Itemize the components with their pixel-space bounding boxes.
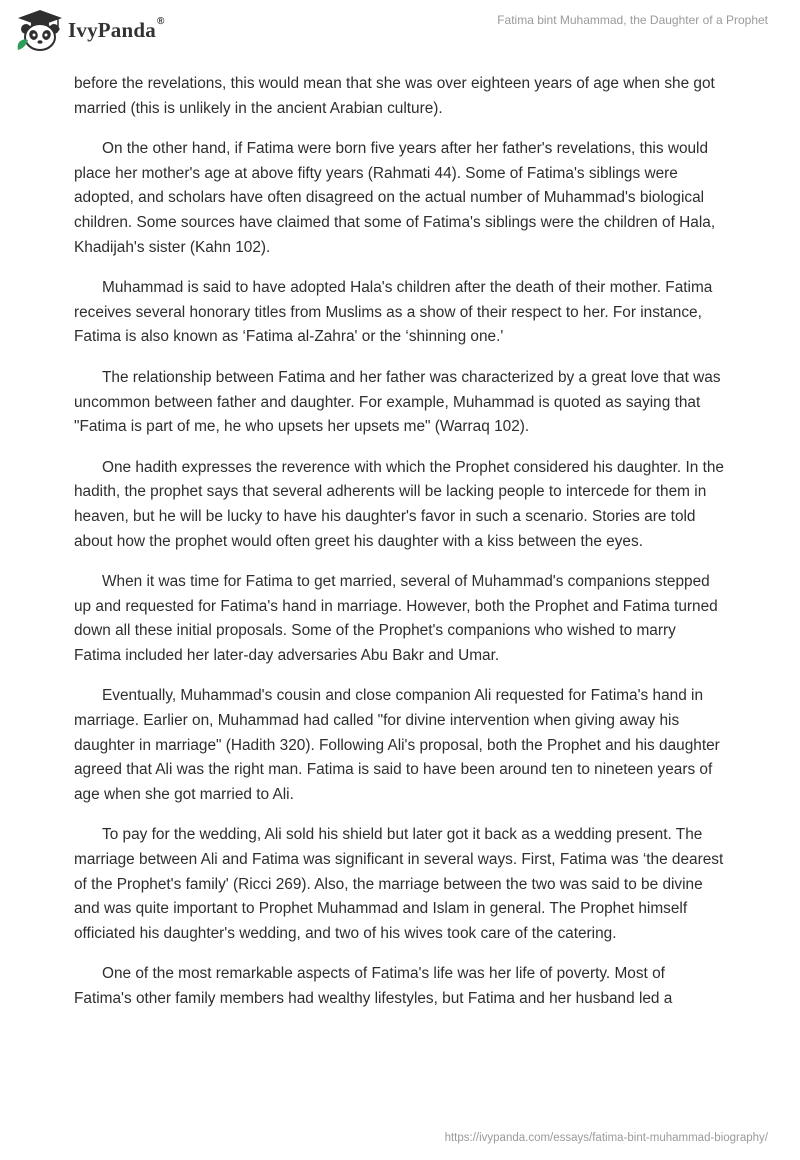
document-title: Fatima bint Muhammad, the Daughter of a Prophet	[497, 13, 768, 27]
panda-graduate-logo-icon	[14, 8, 66, 52]
paragraph: When it was time for Fatima to get married, several of Muhammad's companions stepped up and requested for Fatima's hand in marriage. However, both the Prophet and Fatima turned down all these initial proposals. Some of the Prophet's companions who wished to marry Fatima included her later-day adversaries Abu Bakr and Umar.	[74, 573, 718, 664]
paragraph: To pay for the wedding, Ali sold his shield but later got it back as a wedding present. The marriage between Ali and Fatima was significant in several ways. First, Fatima was ‘the dearest of the Prophet's family' (Ricci 269). Also, the marriage between the two was said to be divine and was quite important to Prophet Muhammad and Islam in general. The Prophet himself officiated his daughter's wedding, and two of his wives took care of the catering.	[74, 826, 724, 942]
paragraph: On the other hand, if Fatima were born five years after her father's revelations, this would place her mother's age at above fifty years (Rahmati 44). Some of Fatima's siblings were adopted, and scholars have often disagreed on the actual number of Muhammad's biological children. Some sources have claimed that some of Fatima's siblings were the children of Hala, Khadijah's sister (Kahn 102).	[74, 140, 716, 256]
ivypanda-logo[interactable]	[14, 8, 165, 52]
paragraph: before the revelations, this would mean that she was over eighteen years of age when she got married (this is unlikely in the ancient Arabian culture).	[74, 75, 715, 117]
essay-body	[74, 72, 726, 1028]
paragraph: One hadith expresses the reverence with which the Prophet considered his daughter. In the hadith, the prophet says that several adherents will be lacking people to intercede for them in heaven, but he will be lucky to have his daughter's favor in such a scenario. Stories are told about how the prophet would often greet his daughter with a kiss between the eyes.	[74, 458, 724, 550]
registered-mark: ®	[156, 15, 165, 27]
paragraph: One of the most remarkable aspects of Fatima's life was her life of poverty. Most of Fatima's other family members had wealthy lifestyles, but Fatima and her husband led a	[74, 965, 673, 1007]
brand-name: IvyPanda®	[68, 15, 165, 42]
page-header	[0, 0, 800, 60]
paragraph: The relationship between Fatima and her father was characterized by a great love that was uncommon between father and daughter. For example, Muhammad is quoted as saying that "Fatima is part of me, he who upsets her upsets me" (Warraq 102).	[74, 368, 721, 436]
paragraph: Eventually, Muhammad's cousin and close companion Ali requested for Fatima's hand in marriage. Earlier on, Muhammad had called "for divine intervention when giving away his daughter in marriage" (Hadith 320). Following Ali's proposal, both the Prophet and his daughter agreed that Ali was the right man. Fatima is said to have been around ten to nineteen years of age when she got married to Ali.	[74, 687, 720, 803]
source-url[interactable]: https://ivypanda.com/essays/fatima-bint-muhammad-biography/	[444, 1132, 768, 1144]
paragraph: Muhammad is said to have adopted Hala's children after the death of their mother. Fatima receives several honorary titles from Muslims as a show of their respect to her. For instance, Fatima is also known as ‘Fatima al-Zahra' or the ‘shinning one.'	[74, 279, 713, 346]
